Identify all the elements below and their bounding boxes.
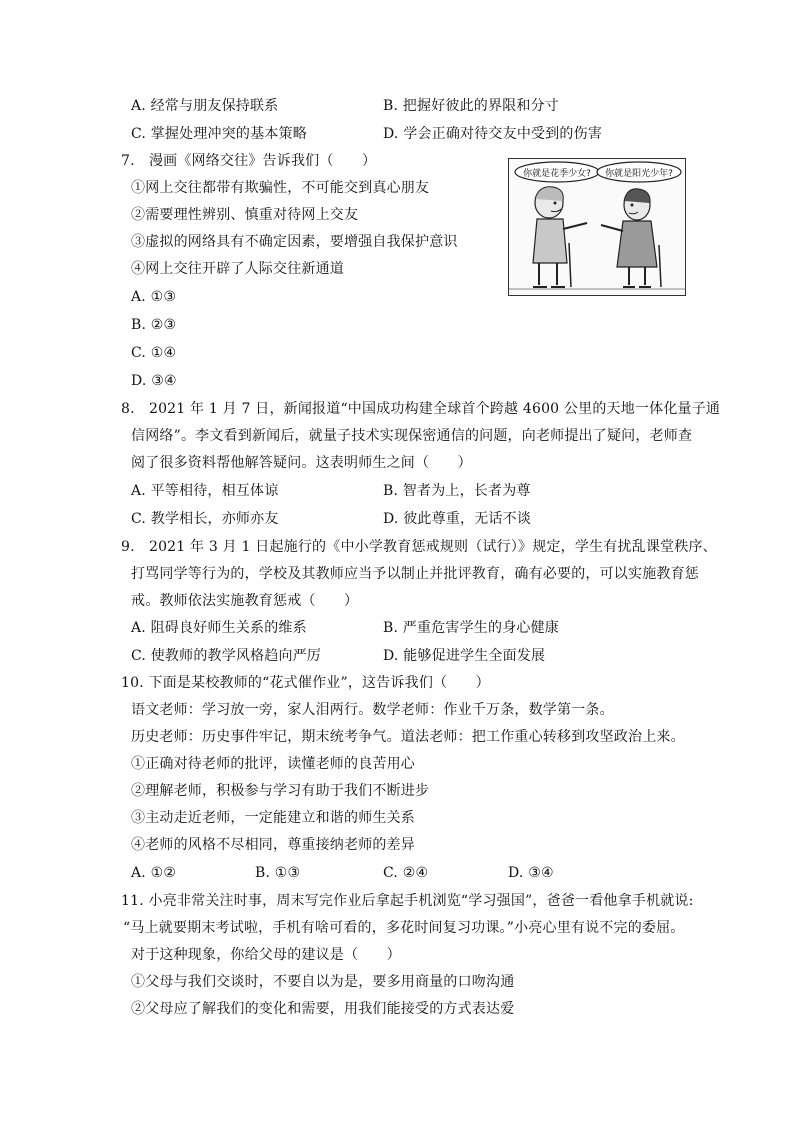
q8-option-a: A. 平等相待，相互体谅 (131, 483, 279, 499)
q10-stem: 10. 下面是某校教师的“花式催作业”，这告诉我们（ ） (121, 675, 490, 691)
q7-option-b: B. ②③ (131, 317, 177, 333)
q11-stem-line-2: “马上就要期末考试啦，手机有啥可看的，多花时间复习功课。”小亮心里有说不完的委屈。 (123, 920, 685, 936)
q7-statement-3: ③虚拟的网络具有不确定因素，要增强自我保护意识 (131, 234, 458, 250)
q9-option-a: A. 阻碍良好师生关系的维系 (131, 620, 307, 636)
q10-option-d: D. ③④ (508, 865, 554, 881)
q8-option-c: C. 教学相长，亦师亦友 (131, 511, 279, 527)
q6-option-b: B. 把握好彼此的界限和分寸 (383, 98, 559, 114)
q11-statement-1: ①父母与我们交谈时，不要自以为是，要多用商量的口吻沟通 (131, 974, 515, 990)
q9-option-c: C. 使教师的教学风格趋向严厉 (131, 648, 322, 664)
network-cartoon-image (508, 158, 686, 296)
q8-stem-line-2: 信网络”。李文看到新闻后，就量子技术实现保密通信的问题，向老师提出了疑问，老师查 (131, 428, 693, 444)
q7-statement-2: ②需要理性辨别、慎重对待网上交友 (131, 207, 359, 223)
q10-option-c: C. ②④ (383, 865, 429, 881)
old-woman-figure (601, 189, 661, 287)
q11-statement-2: ②父母应了解我们的变化和需要，用我们能接受的方式表达爱 (131, 1001, 515, 1017)
q9-option-d: D. 能够促进学生全面发展 (383, 648, 546, 664)
q10-option-b: B. ①③ (255, 865, 301, 881)
q10-statement-3: ③主动走近老师，一定能建立和谐的师生关系 (131, 810, 415, 826)
bubble-left-text: 你就是花季少女? (523, 169, 591, 179)
old-man-figure (533, 187, 587, 287)
q8-option-b: B. 智者为上，长者为尊 (383, 483, 531, 499)
q11-stem-line-3: 对于这种现象，你给父母的建议是（ ） (131, 947, 401, 963)
q7-stem: 7. 漫画《网络交往》告诉我们（ ） (121, 153, 377, 169)
q9-option-b: B. 严重危害学生的身心健康 (383, 620, 559, 636)
q10-message-2: 历史老师：历史事件牢记，期末统考争气。道法老师：把工作重心转移到攻坚政治上来。 (131, 729, 685, 745)
q7-option-d: D. ③④ (131, 373, 177, 389)
q9-stem-line-3: 戒。教师依法实施教育惩戒（ ） (131, 593, 359, 609)
q10-message-1: 语文老师：学习放一旁，家人泪两行。数学老师：作业千万条，数学第一条。 (131, 702, 614, 718)
q10-statement-2: ②理解老师，积极参与学习有助于我们不断进步 (131, 783, 430, 799)
q6-option-d: D. 学会正确对待交友中受到的伤害 (383, 126, 603, 142)
q9-stem-line-1: 9. 2021 年 3 月 1 日起施行的《中小学教育惩戒规则（试行）》规定，学生有扰乱课堂秩序、 (121, 539, 717, 555)
q8-option-d: D. 彼此尊重，无话不谈 (383, 511, 532, 527)
bubble-right-text: 你就是阳光少年? (605, 169, 673, 179)
q10-option-a: A. ①② (131, 865, 177, 881)
q6-option-c: C. 掌握处理冲突的基本策略 (131, 126, 307, 142)
q10-statement-4: ④老师的风格不尽相同，尊重接纳老师的差异 (131, 837, 415, 853)
q7-option-c: C. ①④ (131, 345, 177, 361)
q6-option-a: A. 经常与朋友保持联系 (131, 98, 279, 114)
q7-statement-1: ①网上交往都带有欺骗性，不可能交到真心朋友 (131, 180, 430, 196)
cartoon-drawing (509, 159, 685, 295)
q7-option-a: A. ①③ (131, 289, 177, 305)
q9-stem-line-2: 打骂同学等行为的，学校及其教师应当予以制止并批评教育，确有必要的，可以实施教育惩 (131, 566, 699, 582)
q11-stem-line-1: 11. 小亮非常关注时事，周末写完作业后拿起手机浏览“学习强国”，爸爸一看他拿手机就说: (121, 893, 694, 909)
q10-statement-1: ①正确对待老师的批评，读懂老师的良苦用心 (131, 756, 415, 772)
q8-stem-line-3: 阅了很多资料帮他解答疑问。这表明师生之间（ ） (131, 455, 472, 471)
q8-stem-line-1: 8. 2021 年 1 月 7 日，新闻报道“中国成功构建全球首个跨越 4600 公里的天地一体化量子通 (121, 401, 721, 417)
q7-statement-4: ④网上交往开辟了人际交往新通道 (131, 261, 344, 277)
